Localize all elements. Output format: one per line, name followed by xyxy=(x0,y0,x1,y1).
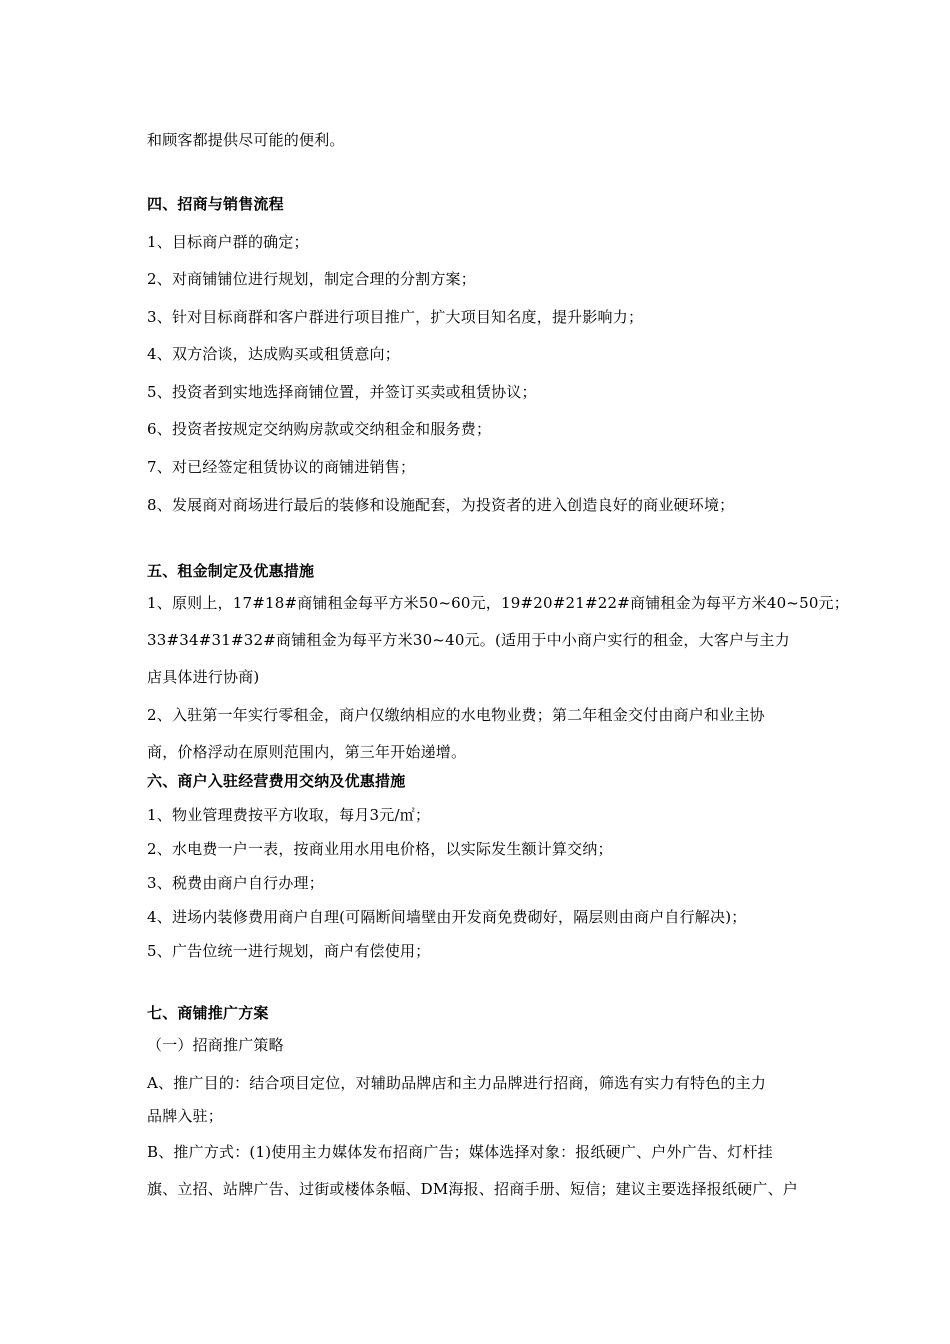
section4-item: 6、投资者按规定交纳购房款或交纳租金和服务费； xyxy=(147,420,492,438)
section6-item: 1、物业管理费按平方收取，每月3元/㎡； xyxy=(147,806,431,824)
section6-item: 5、广告位统一进行规划，商户有偿使用； xyxy=(147,942,431,960)
section5-line: 2、入驻第一年实行零租金，商户仅缴纳相应的水电物业费；第二年租金交付由商户和业主协 xyxy=(147,706,765,724)
section5-line: 1、原则上，17#18#商铺租金每平方米50~60元，19#20#21#22#商铺租金为每平方米40~50元； xyxy=(147,594,849,612)
section4-item: 3、针对目标商群和客户群进行项目推广，扩大项目知名度，提升影响力； xyxy=(147,308,644,326)
section4-heading: 四、招商与销售流程 xyxy=(147,195,284,213)
section5-line: 店具体进行协商) xyxy=(147,668,260,686)
section7-line: A、推广目的：结合项目定位，对辅助品牌店和主力品牌进行招商，筛选有实力有特色的主力 xyxy=(147,1074,767,1092)
section4-item: 8、发展商对商场进行最后的装修和设施配套，为投资者的进入创造良好的商业硬环境； xyxy=(147,496,735,514)
section5-line: 33#34#31#32#商铺租金为每平方米30~40元。(适用于中小商户实行的租金，大客户与主力 xyxy=(147,631,790,649)
section6-item: 4、进场内装修费用商户自理(可隔断间墙壁由开发商免费砌好，隔层则由商户自行解决)； xyxy=(147,908,747,926)
section6-item: 2、水电费一户一表，按商业用水用电价格，以实际发生额计算交纳； xyxy=(147,840,613,858)
section4-item: 4、双方洽谈，达成购买或租赁意向； xyxy=(147,345,400,363)
section4-item: 5、投资者到实地选择商铺位置，并签订买卖或租赁协议； xyxy=(147,383,537,401)
section5-line: 商，价格浮动在原则范围内，第三年开始递增。 xyxy=(147,743,467,761)
section4-item: 2、对商铺铺位进行规划，制定合理的分割方案； xyxy=(147,270,476,288)
section7-heading: 七、商铺推广方案 xyxy=(147,1004,269,1022)
section5-heading: 五、租金制定及优惠措施 xyxy=(147,562,315,580)
section7-line: 旗、立招、站牌广告、过街或楼体条幅、DM海报、招商手册、短信；建议主要选择报纸硬广、户 xyxy=(147,1180,798,1198)
section6-heading: 六、商户入驻经营费用交纳及优惠措施 xyxy=(147,772,406,790)
section7-subheading: （一）招商推广策略 xyxy=(147,1036,284,1054)
section6-item: 3、税费由商户自行办理； xyxy=(147,874,324,892)
section4-item: 7、对已经签定租赁协议的商铺进销售； xyxy=(147,458,416,476)
intro-tail-text: 和顾客都提供尽可能的便利。 xyxy=(147,131,345,149)
section7-line: B、推广方式：(1)使用主力媒体发布招商广告；媒体选择对象：报纸硬广、户外广告、灯杆挂 xyxy=(147,1143,773,1161)
section7-line: 品牌入驻； xyxy=(147,1107,224,1125)
section4-item: 1、目标商户群的确定； xyxy=(147,233,309,251)
